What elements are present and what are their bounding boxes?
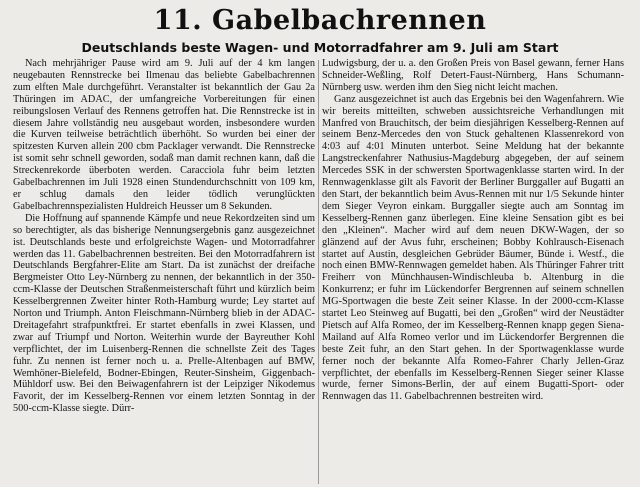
right-paragraph-2: Ganz ausgezeichnet ist auch das Ergebnis bei den Wagenfahrern. Wie wir bereits mitteilten, schweben aussichtsreiche Verhandlungen mit Manfred von Brauchitsch, der beim diesjährigen Kesselberg-Rennen auf seinem Benz-Mercedes den von Stuck gehaltenen Klassenrekord von 4:03 auf 4:01 Minuten unterbot. Seine Meldung hat der bekannte Langstreckenfahrer Nathusius-Magdeburg abgegeben, der auf seinem Mercedes SSK in der schwersten Sportwagenklasse starten wird. In der Rennwagenklasse gilt als Favorit der Berliner Burggaller auf Bugatti an den Start, der bekanntlich beim Avus-Rennen mit nur 1/5 Sekunde hinter dem Sieger Veyron einkam. Burggaller siegte auch am Sonntag im Kesselberg-Rennen ganz überlegen. Eine kleine Sensation gibt es bei den „Kleinen“. Macher wird auf dem neuen DKW-Wagen, der so glänzend auf der Avus fuhr, erscheinen; Bobby Kohlrausch-Eisenach startet auf Austin, desgleichen Gebrüder Bäumer, Bünde i. Westf., die noch einen BMW-Rennwagen gemeldet haben. Als Thüringer Fahrer tritt Freiherr von Münchhausen-Windischleuba b. Altenburg in die Konkurrenz; er fuhr im Lückendorfer Bergrennen auf seinem schnellen MG-Sportwagen die beste Zeit seiner Klasse. In der 2000-ccm-Klasse startet Leo Steinweg auf Bugatti, bei den „Großen“ wird der Neustädter Pietsch auf Alfa Romeo, der im Kesselberg-Rennen knapp gegen Siena-Mailand auf Alfa Romeo verlor und im Lückendorfer Bergrennen die beste Zeit fuhr, an den Start gehen. In der Sportwagenklasse wurde ferner noch der bekannte Alfa Romeo-Fahrer Charly Jellen-Graz verpflichtet, der ebenfalls im Kesselberg-Rennen Sieger seiner Klasse wurde, ferner Simons-Berlin, der auf einem Bugatti-Sport- oder Rennwagen das 11. Gabelbachrennen bestreiten wird. xyxy=(322,93,624,403)
article-subheadline: Deutschlands beste Wagen- und Motorradfahrer am 9. Juli am Start xyxy=(81,40,559,55)
right-paragraph-1: Ludwigsburg, der u. a. den Großen Preis von Basel gewann, ferner Hans Schneider-Weßling, Rolf Detert-Faust-Nürnberg, Hans Schumann-Nürnberg usw. werden ihm den Sieg nicht leicht machen. xyxy=(322,58,624,93)
right-text-column xyxy=(322,58,624,486)
column-divider xyxy=(318,60,319,484)
left-text-column xyxy=(13,58,315,486)
article-headline: 11. Gabelbachrennen xyxy=(153,5,487,36)
left-paragraph-1: Nach mehrjähriger Pause wird am 9. Juli auf der 4 km langen neugebauten Rennstrecke bei Ilmenau das beliebte Gabelbachrennen zum elften Male durchgeführt. Veranstalter ist bekanntlich der Gau 2a Thüringen im ADAC, der umfangreiche Vorbereitungen für einen reibungslosen Verlauf des Rennens getroffen hat. Die Rennstrecke ist in diesem Jahre vollständig neu ausgebaut worden, insbesondere wurden die Kurven teilweise beträchtlich überhöht. So wurden bei einer der spitzesten Kurven allein 200 cbm Packlager verwandt. Die Rennstrecke ist somit sehr schnell geworden, sodaß man damit rechnen kann, daß die Streckenrekorde überboten werden. Caracciola fuhr beim letzten Gabelbachrennen im Juli 1928 einen Stundendurchschnitt von 109 km, er schlug damals den leider tödlich verunglückten Gabelbachrennspezialisten Huldreich Heusser um 8 Sekunden. xyxy=(13,58,315,212)
left-paragraph-2: Die Hoffnung auf spannende Kämpfe und neue Rekordzeiten sind um so berechtigter, als das bisherige Nennungsergebnis ganz ausgezeichnet ist. Deutschlands beste und erfolgreichste Wagen- und Motorradfahrer werden das 11. Gabelbachrennen bestreiten. Bei den Motorradfahrern ist Deutschlands Bergfahrer-Elite am Start. Da ist zunächst der dreifache Bergmeister Otto Ley-Nürnberg zu nennen, der bekanntlich in der 350-ccm-Klasse der Deutschen Straßenmeisterschaft führt und kürzlich beim Kesselbergrennen Zweiter hinter Roth-Hamburg wurde; Ley startet auf Norton und Triumph. Anton Fleischmann-Nürnberg blieb in der ADAC-Dreitagefahrt strafpunktfrei. Er startet ebenfalls in zwei Klassen, und zwar auf Triumpf und Norton. Weiterhin wurde der Bayreuther Kohl verpflichtet, der im Luisenberg-Rennen die schnellste Zeit des Tages fuhr. Zu nennen ist ferner noch u. a. Prelle-Altenbagen auf BMW, Wemhöner-Bielefeld, Bodner-Ebingen, Reuter-Sinsheim, Giggenbach-Mühldorf usw. Bei den Beiwagenfahrern ist der Leipziger Nikodemus Favorit, der im Kesselberg-Rennen vor einem letzten Sonntag in der 500-ccm-Klasse siegte. Dürr- xyxy=(13,212,315,415)
